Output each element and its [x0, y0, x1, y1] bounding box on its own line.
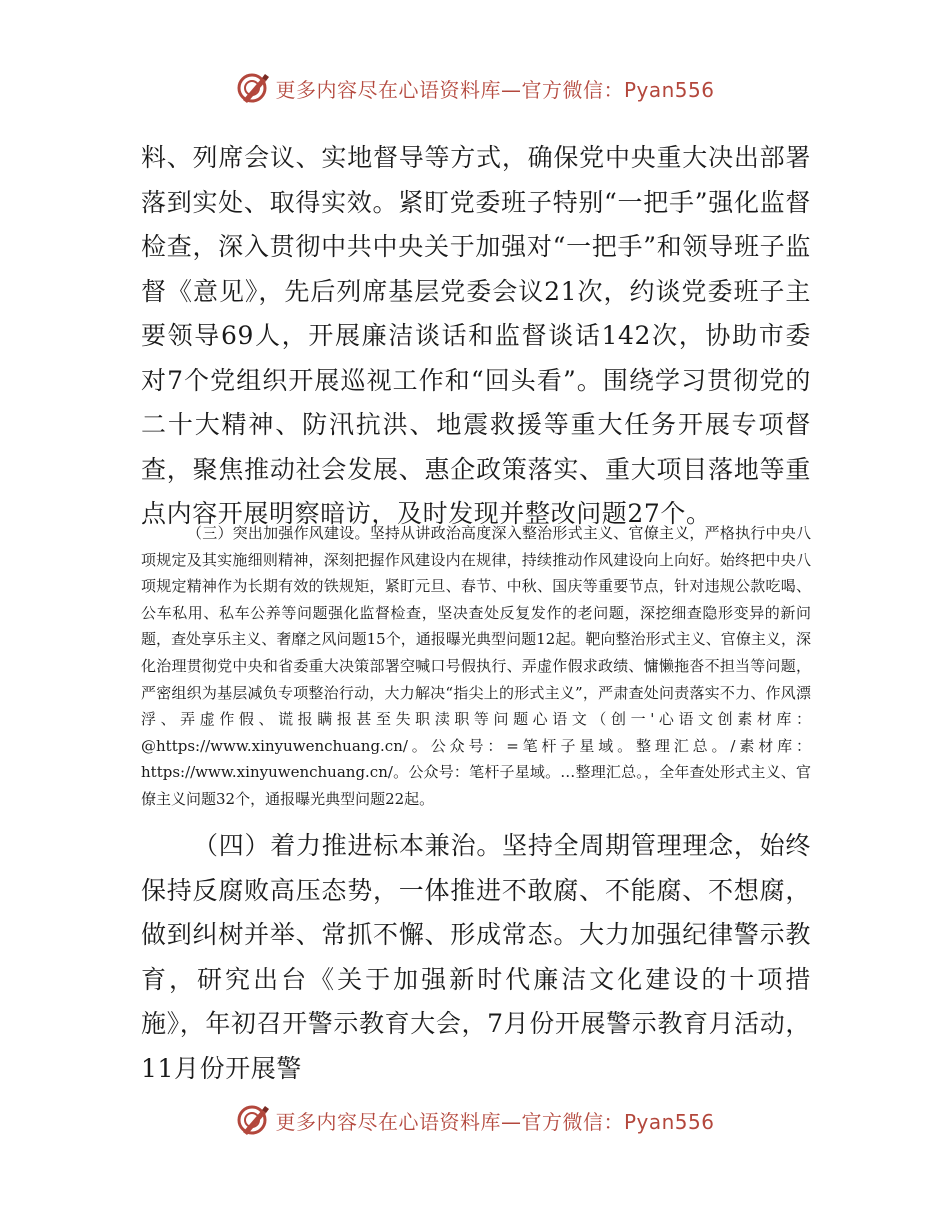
footer-banner — [0, 1098, 950, 1142]
footer-banner-text: 更多内容尽在心语资料库—官方微信：Pyan556 — [275, 1109, 715, 1134]
body-paragraph-2: （三）突出加强作风建设。坚持从讲政治高度深入整治形式主义、官僚主义，严格执行中央八项规定及其实施细则精神，深刻把握作风建设内在规律，持续推动作风建设向上向好。始终把中央八项规定精神作为长期有效的铁规矩，紧盯元旦、春节、中秋、国庆等重要节点，针对违规公款吃喝、公车私用、私车公养等问题强化监督检查，坚决查处反复发作的老问题，深挖细查隐形变异的新问题，查处享乐主义、奢靡之风问题15个，通报曝光典型问题12起。靶向整治形式主义、官僚主义，深化治理贯彻党中央和省委重大决策部署空喊口号假执行、弄虚作假求政绩、慵懒拖沓不担当等问题，严密组织为基层减负专项整治行动，大力解决“指尖上的形式主义”，严肃查处问责落实不力、作风漂浮、弄虚作假、谎报瞒报甚至失职渎职等问题心语文（创一'心语文创素材库：@https://www.xinyuwenchuang.cn/。公众号：=笔杆子星域。整理汇总。/素材库：https://www.xinyuwenchuang.cn/。公众号：笔杆子星域。…整理汇总。，全年查处形式主义、官僚主义问题32个，通报曝光典型问题22起。 — [141, 524, 811, 808]
pen-logo-icon — [235, 1102, 271, 1138]
pen-logo-icon — [235, 70, 271, 106]
body-paragraph-3: （四）着力推进标本兼治。坚持全周期管理理念，始终保持反腐败高压态势，一体推进不敢腐、不能腐、不想腐，做到纠树并举、常抓不懈、形成常态。大力加强纪律警示教育，研究出台《关于加强新时代廉洁文化建设的十项措施》，年初召开警示教育大会，7月份开展警示教育月活动，11月份开展警 — [141, 831, 811, 1083]
header-banner-text: 更多内容尽在心语资料库—官方微信：Pyan556 — [275, 77, 715, 102]
header-banner — [0, 66, 950, 110]
body-paragraph-1: 料、列席会议、实地督导等方式，确保党中央重大决出部署落到实处、取得实效。紧盯党委班子特别“一把手”强化监督检查，深入贯彻中共中央关于加强对“一把手”和领导班子监督《意见》，先后列席基层党委会议21次，约谈党委班子主要领导69人，开展廉洁谈话和监督谈话142次，协助市委对7个党组织开展巡视工作和“回头看”。围绕学习贯彻党的二十大精神、防汛抗洪、地震救援等重大任务开展专项督查，聚焦推动社会发展、惠企政策落实、重大项目落地等重点内容开展明察暗访，及时发现并整改问题27个。 — [141, 143, 811, 528]
